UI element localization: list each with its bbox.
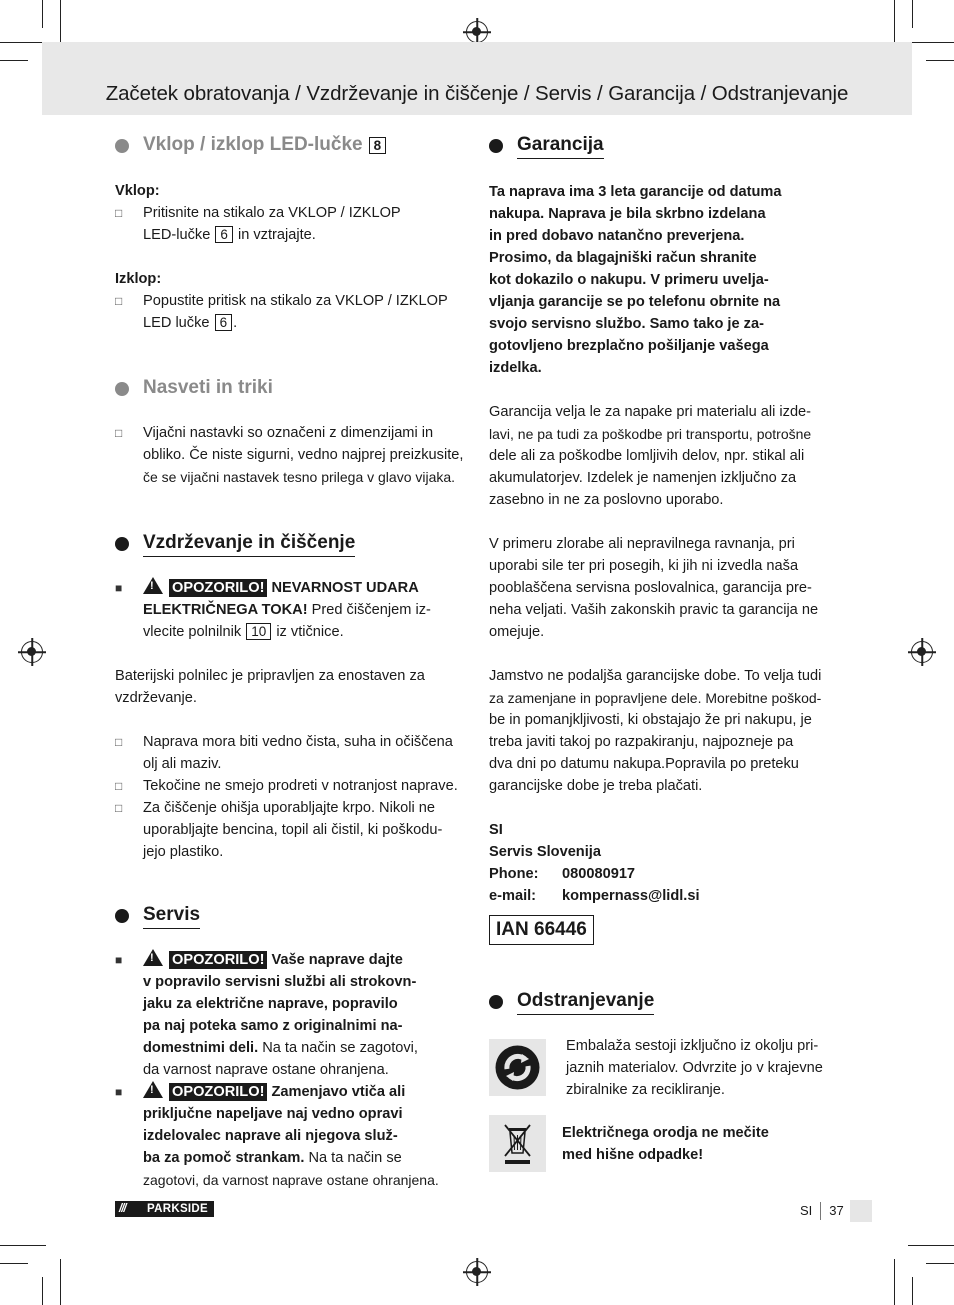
paragraph: Baterijski polnilec je pripravljen za enostaven za vzdrževanje. — [115, 668, 425, 706]
ref-number: 6 — [215, 314, 233, 331]
section-heading-garancija — [489, 133, 844, 159]
crop-mark — [60, 0, 61, 46]
crop-mark — [42, 0, 43, 28]
section-heading-vklop — [115, 133, 470, 158]
right-column — [489, 133, 844, 1015]
crop-mark — [0, 42, 42, 43]
email-address: kompernass@lidl.si — [562, 888, 700, 904]
warranty-paragraph: V primeru zlorabe ali nepravilnega ravnanja, pri uporabi sile ter pri posegih, ki jih ni izvedla naša pooblaščena servisna poslovalnica, garancija pre- neha veljati. Vaših zakonskih pravic ta garancija ne omejuje. — [489, 536, 819, 640]
phone-number: 080080917 — [562, 866, 636, 882]
warning-label: OPOZORILO! — [169, 951, 267, 969]
warning-triangle-icon — [143, 1081, 163, 1098]
crop-mark — [894, 0, 895, 46]
heading-text: Servis — [143, 903, 200, 929]
packaging-text: Embalaža sestoji izključno iz okolju pri- jaznih materialov. Odvrzite jo v krajevne zbiralnike za recikliranje. — [566, 1038, 823, 1098]
registration-mark-icon — [466, 21, 488, 43]
square-bullet-icon: ■ — [115, 1085, 123, 1099]
registration-mark-icon — [466, 1261, 488, 1283]
warning-triangle-icon — [143, 577, 163, 594]
bullet-icon — [489, 995, 503, 1009]
item-text: Vijačni nastavki so označeni z dimenzijami in — [143, 425, 434, 441]
list-item — [115, 202, 470, 246]
heading-text: Garancija — [517, 133, 604, 159]
crop-mark — [0, 1245, 46, 1246]
crop-mark — [60, 1259, 61, 1305]
left-column — [115, 133, 470, 1191]
warning-item: ■ ! OPOZORILO! Vaše naprave dajte v popravilo servisni službi ali strokovn- jaku za električne naprave, popravilo pa naj poteka samo z originalnimi na- domestnimi deli. Na ta način se zagotovi, da varnost naprave ostane ohranjena. — [115, 949, 470, 1081]
ian-number-box: IAN 66446 — [489, 915, 594, 945]
section-heading-nasveti — [115, 376, 470, 401]
heading-text: Vzdrževanje in čiščenje — [143, 531, 355, 557]
heading-text: Vklop / izklop LED-lučke — [143, 134, 363, 155]
item-text: LED-lučke 6 in vztrajajte. — [143, 227, 316, 243]
warning-item: ■ ! OPOZORILO! Zamenjavo vtiča ali priključne napeljave naj vedno opravi izdelovalec naprave ali njegova služ- ba za pomoč strankam. Na ta način se zagotovi, da varnost naprave ostane ohranjena. — [115, 1081, 470, 1191]
weee-text: Električnega orodja ne mečite med hišne odpadke! — [562, 1125, 769, 1163]
warning-triangle-icon — [143, 949, 163, 966]
bullet-icon — [115, 139, 129, 153]
warning-label: OPOZORILO! — [169, 579, 267, 597]
crop-mark — [926, 1263, 954, 1264]
crop-mark — [42, 1277, 43, 1305]
list-item: □ Naprava mora biti vedno čista, suha in očiščena olj ali maziv. — [115, 731, 470, 775]
green-dot-recycle-icon — [489, 1039, 546, 1096]
warning-line: vlecite polnilnik 10 iz vtičnice. — [143, 624, 344, 640]
registration-mark-icon — [21, 641, 43, 663]
item-text: Pritisnite na stikalo za VKLOP / IZKLOP — [143, 205, 401, 221]
warning-line: ELEKTRIČNEGA TOKA! Pred čiščenjem iz- — [143, 602, 431, 618]
service-contact: SI Servis Slovenija Phone: 080080917 e-mail: kompernass@lidl.si — [489, 822, 700, 904]
square-bullet-icon: ■ — [115, 581, 123, 595]
square-bullet-icon: ■ — [115, 953, 123, 967]
item-text: če se vijačni nastavek tesno prilega v glavo vijaka. — [143, 469, 456, 485]
warranty-paragraph: Garancija velja le za napake pri materialu ali izde- lavi, ne pa tudi za poškodbe pri transportu, potrošne dele ali za poškodbe lomljivih delov, npr. stikal ali akumulatorjev. Izdelek je namenjen izključno za zasebno in ne za poslovno uporabo. — [489, 404, 812, 508]
ref-number: 10 — [246, 623, 271, 640]
checkbox-bullet-icon: □ — [115, 779, 123, 793]
bullet-icon — [489, 139, 503, 153]
warranty-paragraph: Jamstvo ne podaljša garancijske dobe. To velja tudi za zamenjane in popravljene dele. Morebitne poškod- be in pomanjkljivosti, ki obstajajo že pri nakupu, je treba javiti takoj po razpakiranju, najpozneje pa dva dni po datumu nakupa.Popravila po preteku garancijske dobe je treba plačati. — [489, 668, 822, 794]
list-item — [115, 290, 470, 334]
page-number: 37 — [829, 1203, 844, 1218]
bullet-icon — [115, 909, 129, 923]
crop-mark — [0, 60, 28, 61]
heading-text: Odstranjevanje — [517, 989, 654, 1015]
registration-mark-icon — [911, 641, 933, 663]
warning-item — [115, 577, 470, 643]
page-footer — [800, 1200, 872, 1222]
checkbox-bullet-icon: □ — [115, 294, 123, 308]
subheading-off: Izklop: — [115, 271, 162, 287]
list-item: □ Tekočine ne smejo prodreti v notranjost naprave. — [115, 775, 470, 797]
item-text: Popustite pritisk na stikalo za VKLOP / IZKLOP — [143, 293, 448, 309]
list-item: □ Za čiščenje ohišja uporabljajte krpo. Nikoli ne uporabljajte bencina, topil ali čistil, ki poškodu- jejo plastiko. — [115, 797, 470, 863]
checkbox-bullet-icon: □ — [115, 206, 123, 220]
crop-mark — [912, 1277, 913, 1305]
item-text: LED lučke 6 . — [143, 315, 238, 331]
section-heading-servis — [115, 903, 470, 929]
warranty-bold-paragraph: Ta naprava ima 3 leta garancije od datuma nakupa. Naprava je bila skrbno izdelana in pred dobavo natančno preverjena. Prosimo, da blagajniški račun shranite kot dokazilo o nakupu. V primeru uvelja- vljanja garancije se po telefonu obrnite na svojo servisno službo. Samo tako je za- gotovljeno brezplačno pošiljanje vašega izdelka. — [489, 184, 782, 376]
crossed-bin-icon — [489, 1115, 546, 1172]
crop-mark — [0, 1263, 28, 1264]
bullet-icon — [115, 537, 129, 551]
crop-mark — [894, 1259, 895, 1305]
page-title: Začetek obratovanja / Vzdrževanje in čiščenje / Servis / Garancija / Odstranjevanje — [105, 82, 849, 105]
crop-mark — [926, 60, 954, 61]
heading-text: Nasveti in triki — [143, 377, 273, 398]
crop-mark — [908, 1245, 954, 1246]
subheading-on: Vklop: — [115, 183, 160, 199]
bullet-icon — [115, 382, 129, 396]
item-text: obliko. Če niste sigurni, vedno najprej preizkusite, — [143, 447, 464, 463]
warning-line: ! OPOZORILO! NEVARNOST UDARA — [143, 577, 470, 599]
warning-label: OPOZORILO! — [169, 1083, 267, 1101]
ref-number: 8 — [369, 137, 387, 154]
list-item — [115, 422, 470, 488]
language-code: SI — [800, 1203, 813, 1218]
section-heading-vzdrzevanje — [115, 531, 470, 557]
checkbox-bullet-icon: □ — [115, 426, 123, 440]
section-heading-odstranjevanje — [489, 989, 844, 1015]
crop-mark — [912, 0, 913, 28]
checkbox-bullet-icon: □ — [115, 801, 123, 815]
crop-mark — [912, 42, 954, 43]
ref-number: 6 — [215, 226, 233, 243]
parkside-logo: /// PARKSIDE — [115, 1201, 214, 1217]
checkbox-bullet-icon: □ — [115, 735, 123, 749]
